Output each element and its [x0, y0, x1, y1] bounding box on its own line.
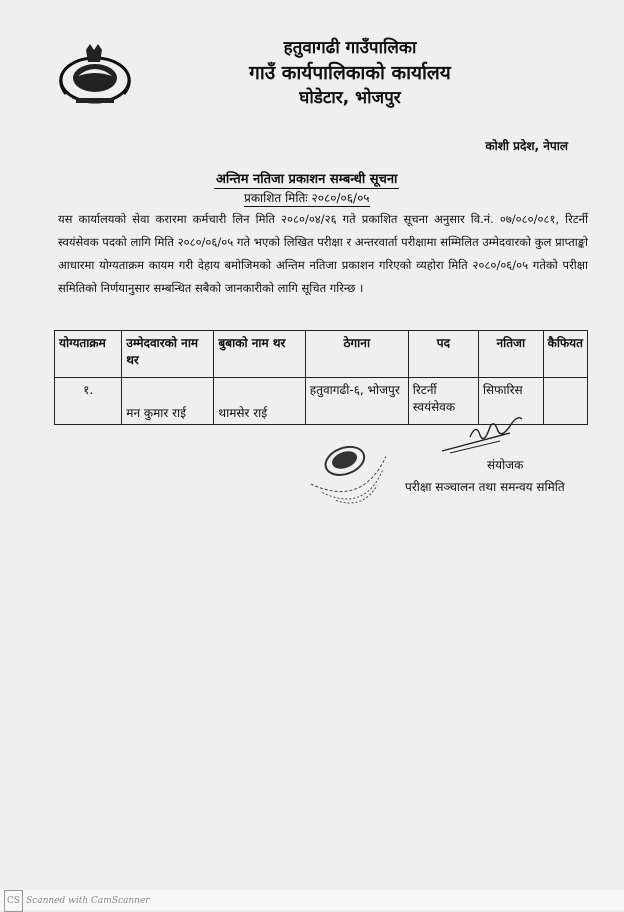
nepal-emblem-logo	[56, 40, 134, 106]
notice-body: यस कार्यालयको सेवा करारमा कर्मचारी लिन मिति २०८०/०४/२६ गते प्रकाशित सूचना अनुसार वि.नं. ०७/०८०/०८१, रिटर्नी स्वयंसेवक पदको लागि मिति २०८०/०६/०५ गते भएको लिखित परीक्षा र अन्तरवार्ता परीक्षामा सम्मिलित उम्मेदवारको कुल प्राप्ताङ्को आधारमा योग्यताक्रम कायम गरी देहाय बमोजिमको अन्तिम नतिजा प्रकाशन गरिएको व्यहोरा मिति २०८०/०६/०५ गतेको परीक्षा समितिको निर्णयानुसार सम्बन्धित सबैको जानकारीको लागि सूचित गरिन्छ ।	[58, 212, 588, 295]
col-result: नतिजा	[478, 331, 543, 378]
office-header	[200, 36, 500, 110]
cell-remarks	[543, 378, 587, 425]
published-date: प्रकाशित मितिः २०८०/०६/०५	[244, 191, 370, 205]
handwritten-signature	[440, 415, 530, 455]
signatory-committee: परीक्षा सञ्चालन तथा समन्वय समिति	[405, 480, 565, 494]
signatory-title: संयोजक	[487, 458, 524, 472]
col-father-name: बुबाको नाम थर	[214, 331, 305, 378]
col-rank: योग्यताक्रम	[55, 331, 122, 378]
col-remarks: कैफियत	[543, 331, 587, 378]
cell-result: सिफारिस	[478, 378, 543, 425]
cell-father-name: थामसेर राई	[214, 378, 305, 425]
notice-subject: अन्तिम नतिजा प्रकाशन सम्बन्धी सूचना	[216, 172, 398, 187]
office-seal-stamp	[300, 430, 400, 520]
municipality-name: हतुवागढी गाउँपालिका	[283, 38, 417, 58]
result-table	[54, 330, 588, 425]
watermark-text: Scanned with CamScanner	[26, 896, 150, 906]
col-address: ठेगाना	[305, 331, 408, 378]
cell-post: रिटर्नी स्वयंसेवक	[408, 378, 478, 425]
table-header-row	[55, 331, 588, 378]
camscanner-icon: CS	[4, 890, 23, 912]
col-post: पद	[408, 331, 478, 378]
col-candidate-name: उम्मेदवारको नाम थर	[122, 331, 214, 378]
cell-address: हतुवागढी-६, भोजपुर	[305, 378, 408, 425]
scanner-watermark	[0, 890, 624, 910]
cell-candidate-name: मन कुमार राई	[122, 378, 214, 425]
province-label: कोशी प्रदेश, नेपाल	[485, 139, 568, 153]
office-address: घोडेटार, भोजपुर	[299, 88, 401, 108]
cell-rank: १.	[55, 378, 122, 425]
office-name: गाउँ कार्यपालिकाको कार्यालय	[249, 62, 451, 84]
